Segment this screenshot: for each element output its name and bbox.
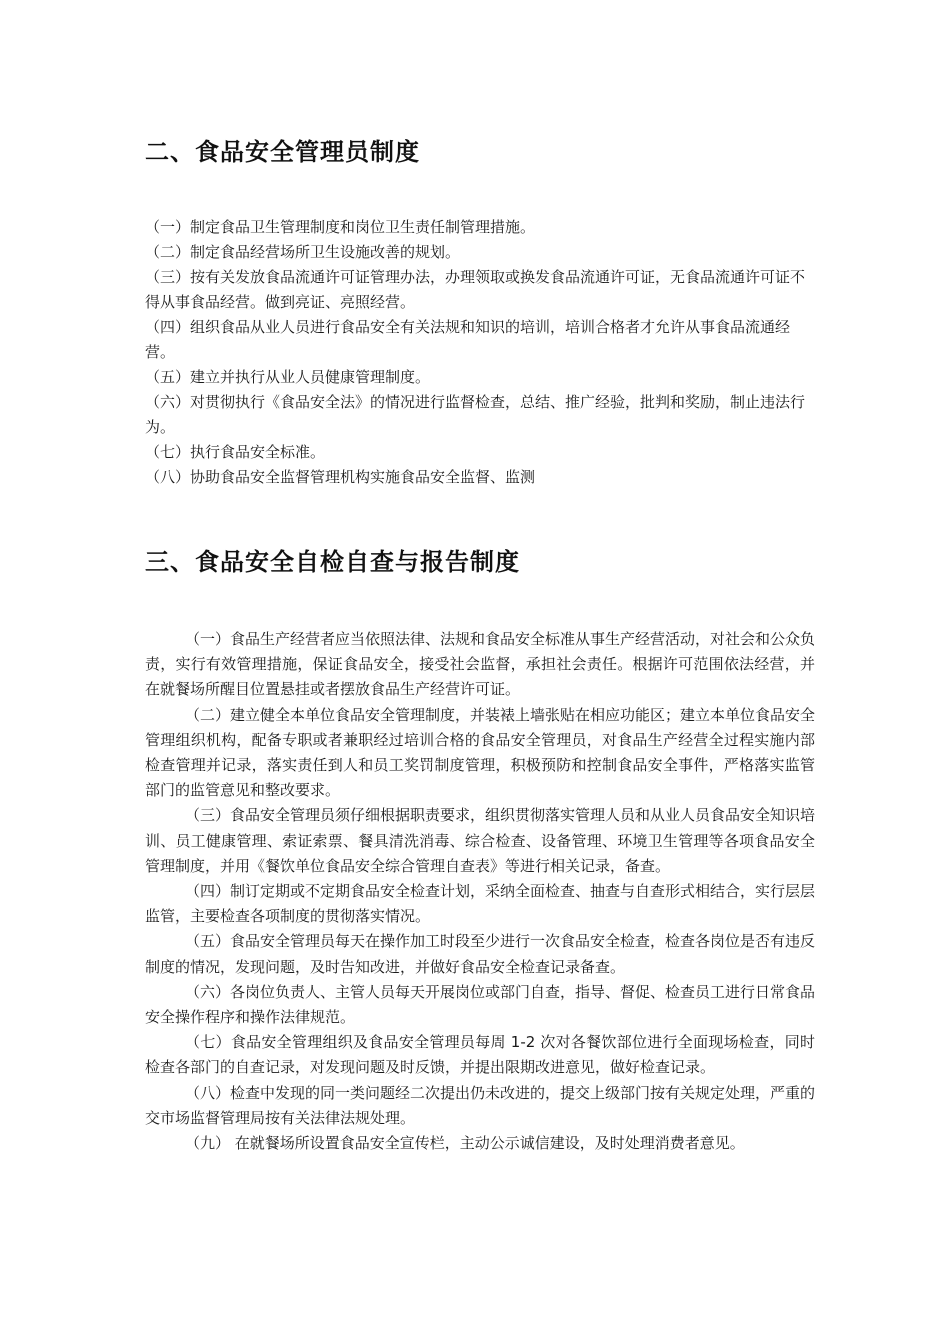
list-item: （五）建立并执行从业人员健康管理制度。 <box>145 368 431 386</box>
list-item: （一）食品生产经营者应当依照法律、法规和食品安全标准从事生产经营活动，对社会和公众负责，实行有效管理措施，保证食品安全，接受社会监督，承担社会责任。根据许可范围依法经营，并在就餐场所醒目位置悬挂或者摆放食品生产经营许可证。 <box>145 630 816 699</box>
list-item: （六）各岗位负责人、主管人员每天开展岗位或部门自查，指导、督促、检查员工进行日常食品安全操作程序和操作法律规范。 <box>145 982 816 1027</box>
section-item-list <box>145 215 815 490</box>
list-item: （二）制定食品经营场所卫生设施改善的规划。 <box>145 243 461 261</box>
list-item: （二）建立健全本单位食品安全管理制度，并装裱上墙张贴在相应功能区；建立本单位食品安全管理组织机构，配备专职或者兼职经过培训合格的食品安全管理员，对食品生产经营全过程实施内部检查管理并记录，落实责任到人和员工奖罚制度管理，积极预防和控制食品安全事件，严格落实监管部门的监管意见和整改要求。 <box>145 705 816 800</box>
list-item: （一）制定食品卫生管理制度和岗位卫生责任制管理措施。 <box>145 218 536 236</box>
section-self-inspection-report-system <box>145 545 815 1156</box>
section-heading: 二、食品安全管理员制度 <box>145 138 420 166</box>
list-item: （八）检查中发现的同一类问题经二次提出仍未改进的，提交上级部门按有关规定处理，严重的交市场监督管理局按有关法律法规处理。 <box>145 1083 816 1127</box>
list-item: （七）执行食品安全标准。 <box>145 443 326 461</box>
section-food-safety-manager-system <box>145 135 815 490</box>
list-item: （八）协助食品安全监督管理机构实施食品安全监督、监测 <box>145 468 536 486</box>
list-item: （五）食品安全管理员每天在操作加工时段至少进行一次食品安全检查，检查各岗位是否有违反制度的情况，发现问题，及时告知改进，并做好食品安全检查记录备查。 <box>145 932 816 976</box>
list-item: （九） 在就餐场所设置食品安全宣传栏，主动公示诚信建设，及时处理消费者意见。 <box>185 1134 745 1153</box>
list-item: （四）制订定期或不定期食品安全检查计划，采纳全面检查、抽查与自查形式相结合，实行层层监管，主要检查各项制度的贯彻落实情况。 <box>145 882 816 926</box>
list-item: （四）组织食品从业人员进行食品安全有关法规和知识的培训，培训合格者才允许从事食品流通经营。 <box>145 318 791 361</box>
list-item: （三）按有关发放食品流通许可证管理办法，办理领取或换发食品流通许可证，无食品流通许可证不得从事食品经营。做到亮证、亮照经营。 <box>145 268 806 311</box>
list-item: （七）食品安全管理组织及食品安全管理员每周 1-2 次对各餐饮部位进行全面现场检查，同时检查各部门的自查记录，对发现问题及时反馈，并提出限期改进意见，做好检查记录。 <box>145 1033 815 1077</box>
section-heading: 三、食品安全自检自查与报告制度 <box>145 548 520 576</box>
section-item-list <box>145 627 815 1156</box>
list-item: （六）对贯彻执行《食品安全法》的情况进行监督检查，总结、推广经验，批判和奖励，制止违法行为。 <box>145 393 806 436</box>
list-item: （三）食品安全管理员须仔细根据职责要求，组织贯彻落实管理人员和从业人员食品安全知识培训、员工健康管理、索证索票、餐具清洗消毒、综合检查、设备管理、环境卫生管理等各项食品安全管理制度，并用《餐饮单位食品安全综合管理自查表》等进行相关记录，备查。 <box>145 806 816 875</box>
